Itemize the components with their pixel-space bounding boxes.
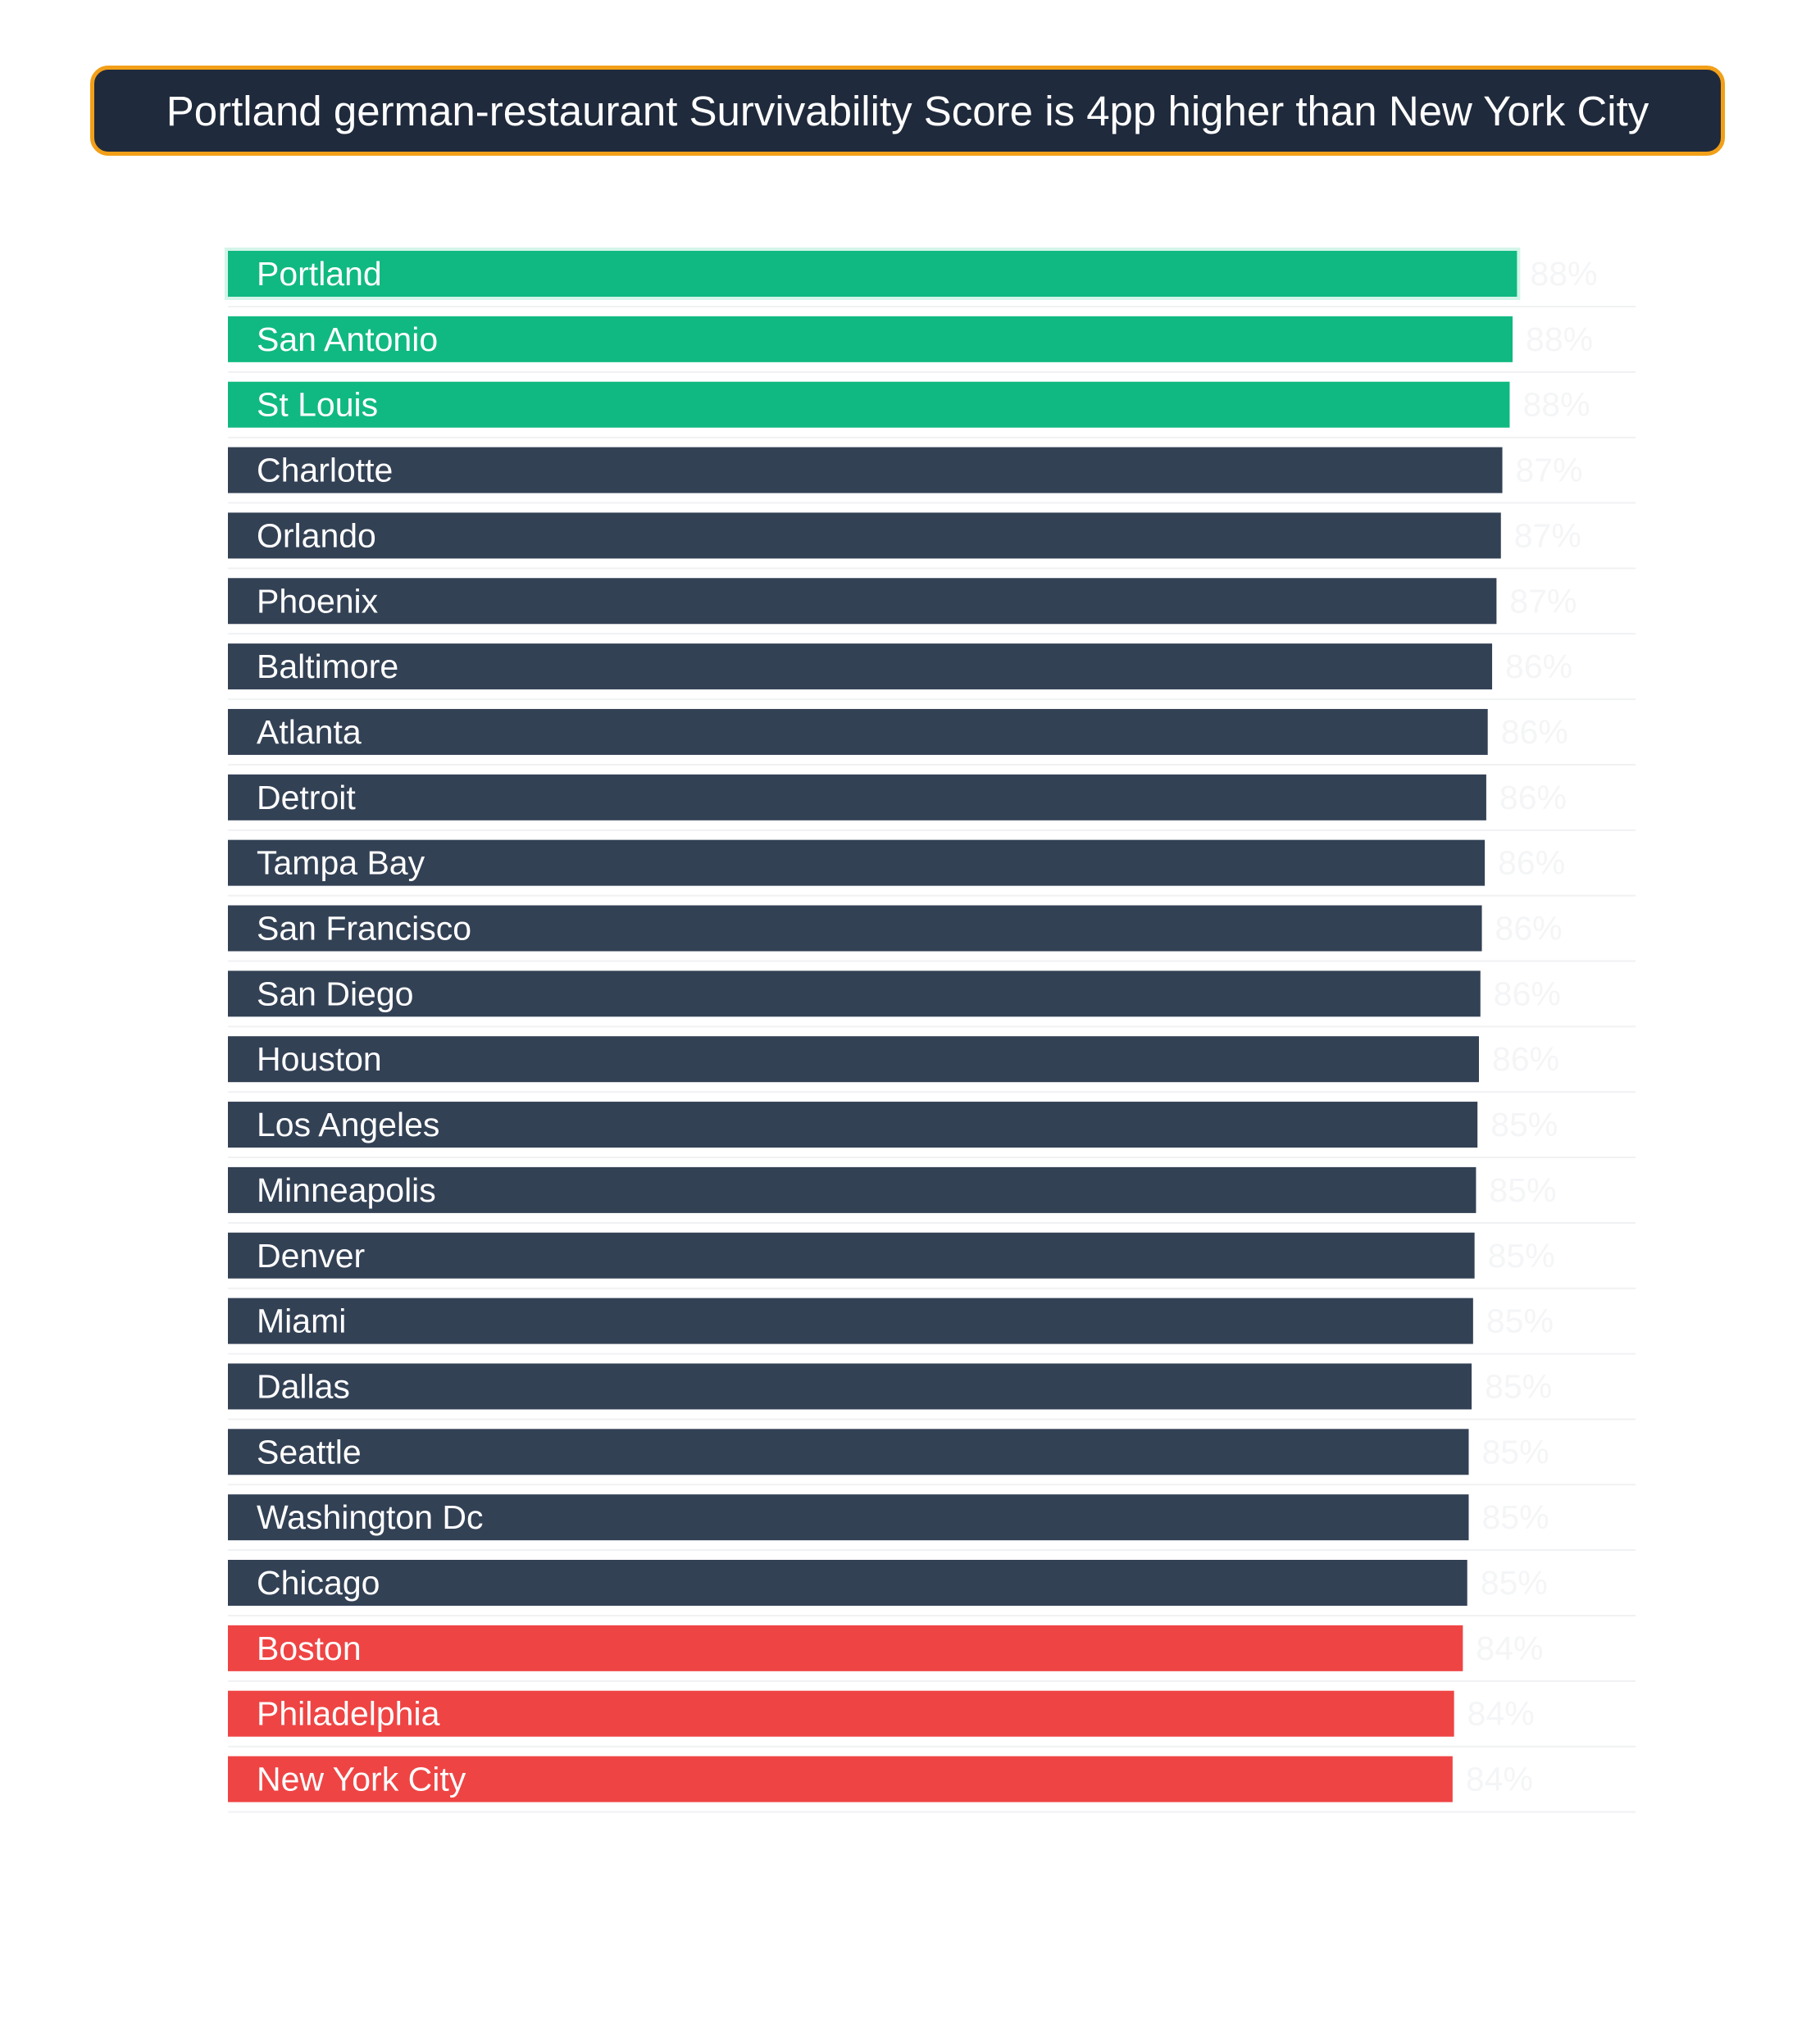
bar-category-label: Chicago bbox=[257, 1564, 380, 1602]
bar-category-label: Boston bbox=[257, 1629, 362, 1667]
bar-row bbox=[228, 906, 1636, 961]
bar bbox=[228, 1625, 1463, 1671]
bar-value-label: 86% bbox=[1493, 975, 1561, 1013]
bar-row bbox=[228, 1298, 1636, 1354]
bar bbox=[228, 775, 1486, 820]
bar-value-label: 86% bbox=[1495, 909, 1563, 948]
bar bbox=[228, 970, 1481, 1016]
bar-category-label: Los Angeles bbox=[257, 1106, 440, 1144]
bar-category-label: Miami bbox=[257, 1302, 347, 1340]
bar bbox=[228, 1233, 1475, 1279]
bar-row bbox=[228, 840, 1636, 896]
bar-row bbox=[228, 1167, 1636, 1223]
bar-value-label: 87% bbox=[1515, 451, 1583, 489]
bar-category-label: Orlando bbox=[257, 516, 376, 555]
bar-category-label: Seattle bbox=[257, 1433, 362, 1471]
bar-row bbox=[228, 1625, 1636, 1681]
bar-value-label: 86% bbox=[1500, 712, 1568, 751]
bar bbox=[228, 1560, 1467, 1606]
bar-value-label: 88% bbox=[1530, 255, 1598, 293]
bar-value-label: 85% bbox=[1481, 1498, 1549, 1537]
bar-value-label: 86% bbox=[1505, 648, 1573, 686]
bar-row bbox=[228, 643, 1636, 699]
bar-row bbox=[228, 316, 1636, 372]
bar bbox=[228, 1363, 1472, 1409]
bar-value-label: 86% bbox=[1499, 778, 1567, 816]
bar-value-label: 85% bbox=[1485, 1367, 1553, 1406]
bar bbox=[228, 709, 1488, 755]
bar-row bbox=[228, 1036, 1636, 1092]
bar-row bbox=[225, 248, 1636, 307]
bar-row bbox=[228, 512, 1636, 568]
bar-row bbox=[228, 1363, 1636, 1419]
bar-category-label: Dallas bbox=[257, 1367, 350, 1406]
bar-row bbox=[228, 1233, 1636, 1289]
bar-category-label: Phoenix bbox=[257, 582, 379, 620]
bar-value-label: 85% bbox=[1486, 1302, 1554, 1340]
bar-value-label: 88% bbox=[1522, 385, 1590, 424]
bar-value-label: 85% bbox=[1481, 1433, 1549, 1471]
bar-category-label: San Diego bbox=[257, 975, 414, 1013]
bar-category-label: Tampa Bay bbox=[257, 843, 425, 882]
bar-row bbox=[228, 1494, 1636, 1550]
bar bbox=[228, 643, 1492, 689]
bar-category-label: Detroit bbox=[257, 778, 356, 816]
bar-row bbox=[228, 1429, 1636, 1484]
chart-title: Portland german-restaurant Survivability Score is 4pp higher than New York City bbox=[166, 87, 1649, 134]
bar bbox=[228, 578, 1496, 624]
bar-value-label: 84% bbox=[1465, 1760, 1533, 1798]
bar-row bbox=[228, 448, 1636, 503]
bar-value-label: 85% bbox=[1480, 1564, 1548, 1602]
bar-value-label: 87% bbox=[1513, 516, 1581, 555]
bar-category-label: St Louis bbox=[257, 385, 379, 424]
bar bbox=[228, 1036, 1479, 1082]
bar-value-label: 85% bbox=[1487, 1236, 1555, 1275]
bar bbox=[228, 382, 1509, 428]
bar-category-label: Denver bbox=[257, 1236, 366, 1275]
bar-value-label: 84% bbox=[1476, 1629, 1544, 1667]
bar-category-label: Washington Dc bbox=[257, 1498, 484, 1537]
bar-row bbox=[228, 970, 1636, 1026]
bar-category-label: San Antonio bbox=[257, 320, 439, 358]
bar bbox=[228, 1298, 1473, 1344]
bar-category-label: Charlotte bbox=[257, 451, 394, 489]
bar-value-label: 84% bbox=[1467, 1694, 1535, 1733]
bar-row bbox=[228, 578, 1636, 634]
bar bbox=[228, 448, 1503, 493]
bar bbox=[228, 1429, 1468, 1475]
bar-category-label: Philadelphia bbox=[257, 1694, 440, 1733]
bar-row bbox=[228, 1757, 1636, 1812]
bar-value-label: 85% bbox=[1489, 1171, 1557, 1209]
bar-row bbox=[228, 775, 1636, 830]
bar bbox=[228, 251, 1517, 297]
bar-category-label: Portland bbox=[257, 255, 382, 293]
bar-value-label: 86% bbox=[1498, 843, 1566, 882]
bar-row bbox=[228, 709, 1636, 765]
bar-category-label: Minneapolis bbox=[257, 1171, 436, 1209]
bar-row bbox=[228, 1102, 1636, 1157]
bar-category-label: Baltimore bbox=[257, 648, 399, 686]
bar-row bbox=[228, 382, 1636, 438]
bar-value-label: 86% bbox=[1491, 1040, 1560, 1079]
bar-category-label: New York City bbox=[257, 1760, 466, 1798]
bar-category-label: San Francisco bbox=[257, 909, 472, 948]
bar-row bbox=[228, 1691, 1636, 1747]
bar-row bbox=[228, 1560, 1636, 1616]
bar-category-label: Atlanta bbox=[257, 712, 362, 751]
bar-value-label: 85% bbox=[1490, 1106, 1558, 1144]
bar-category-label: Houston bbox=[257, 1040, 382, 1079]
bar-value-label: 88% bbox=[1526, 320, 1594, 358]
bar bbox=[228, 512, 1501, 558]
bar-value-label: 87% bbox=[1509, 582, 1577, 620]
